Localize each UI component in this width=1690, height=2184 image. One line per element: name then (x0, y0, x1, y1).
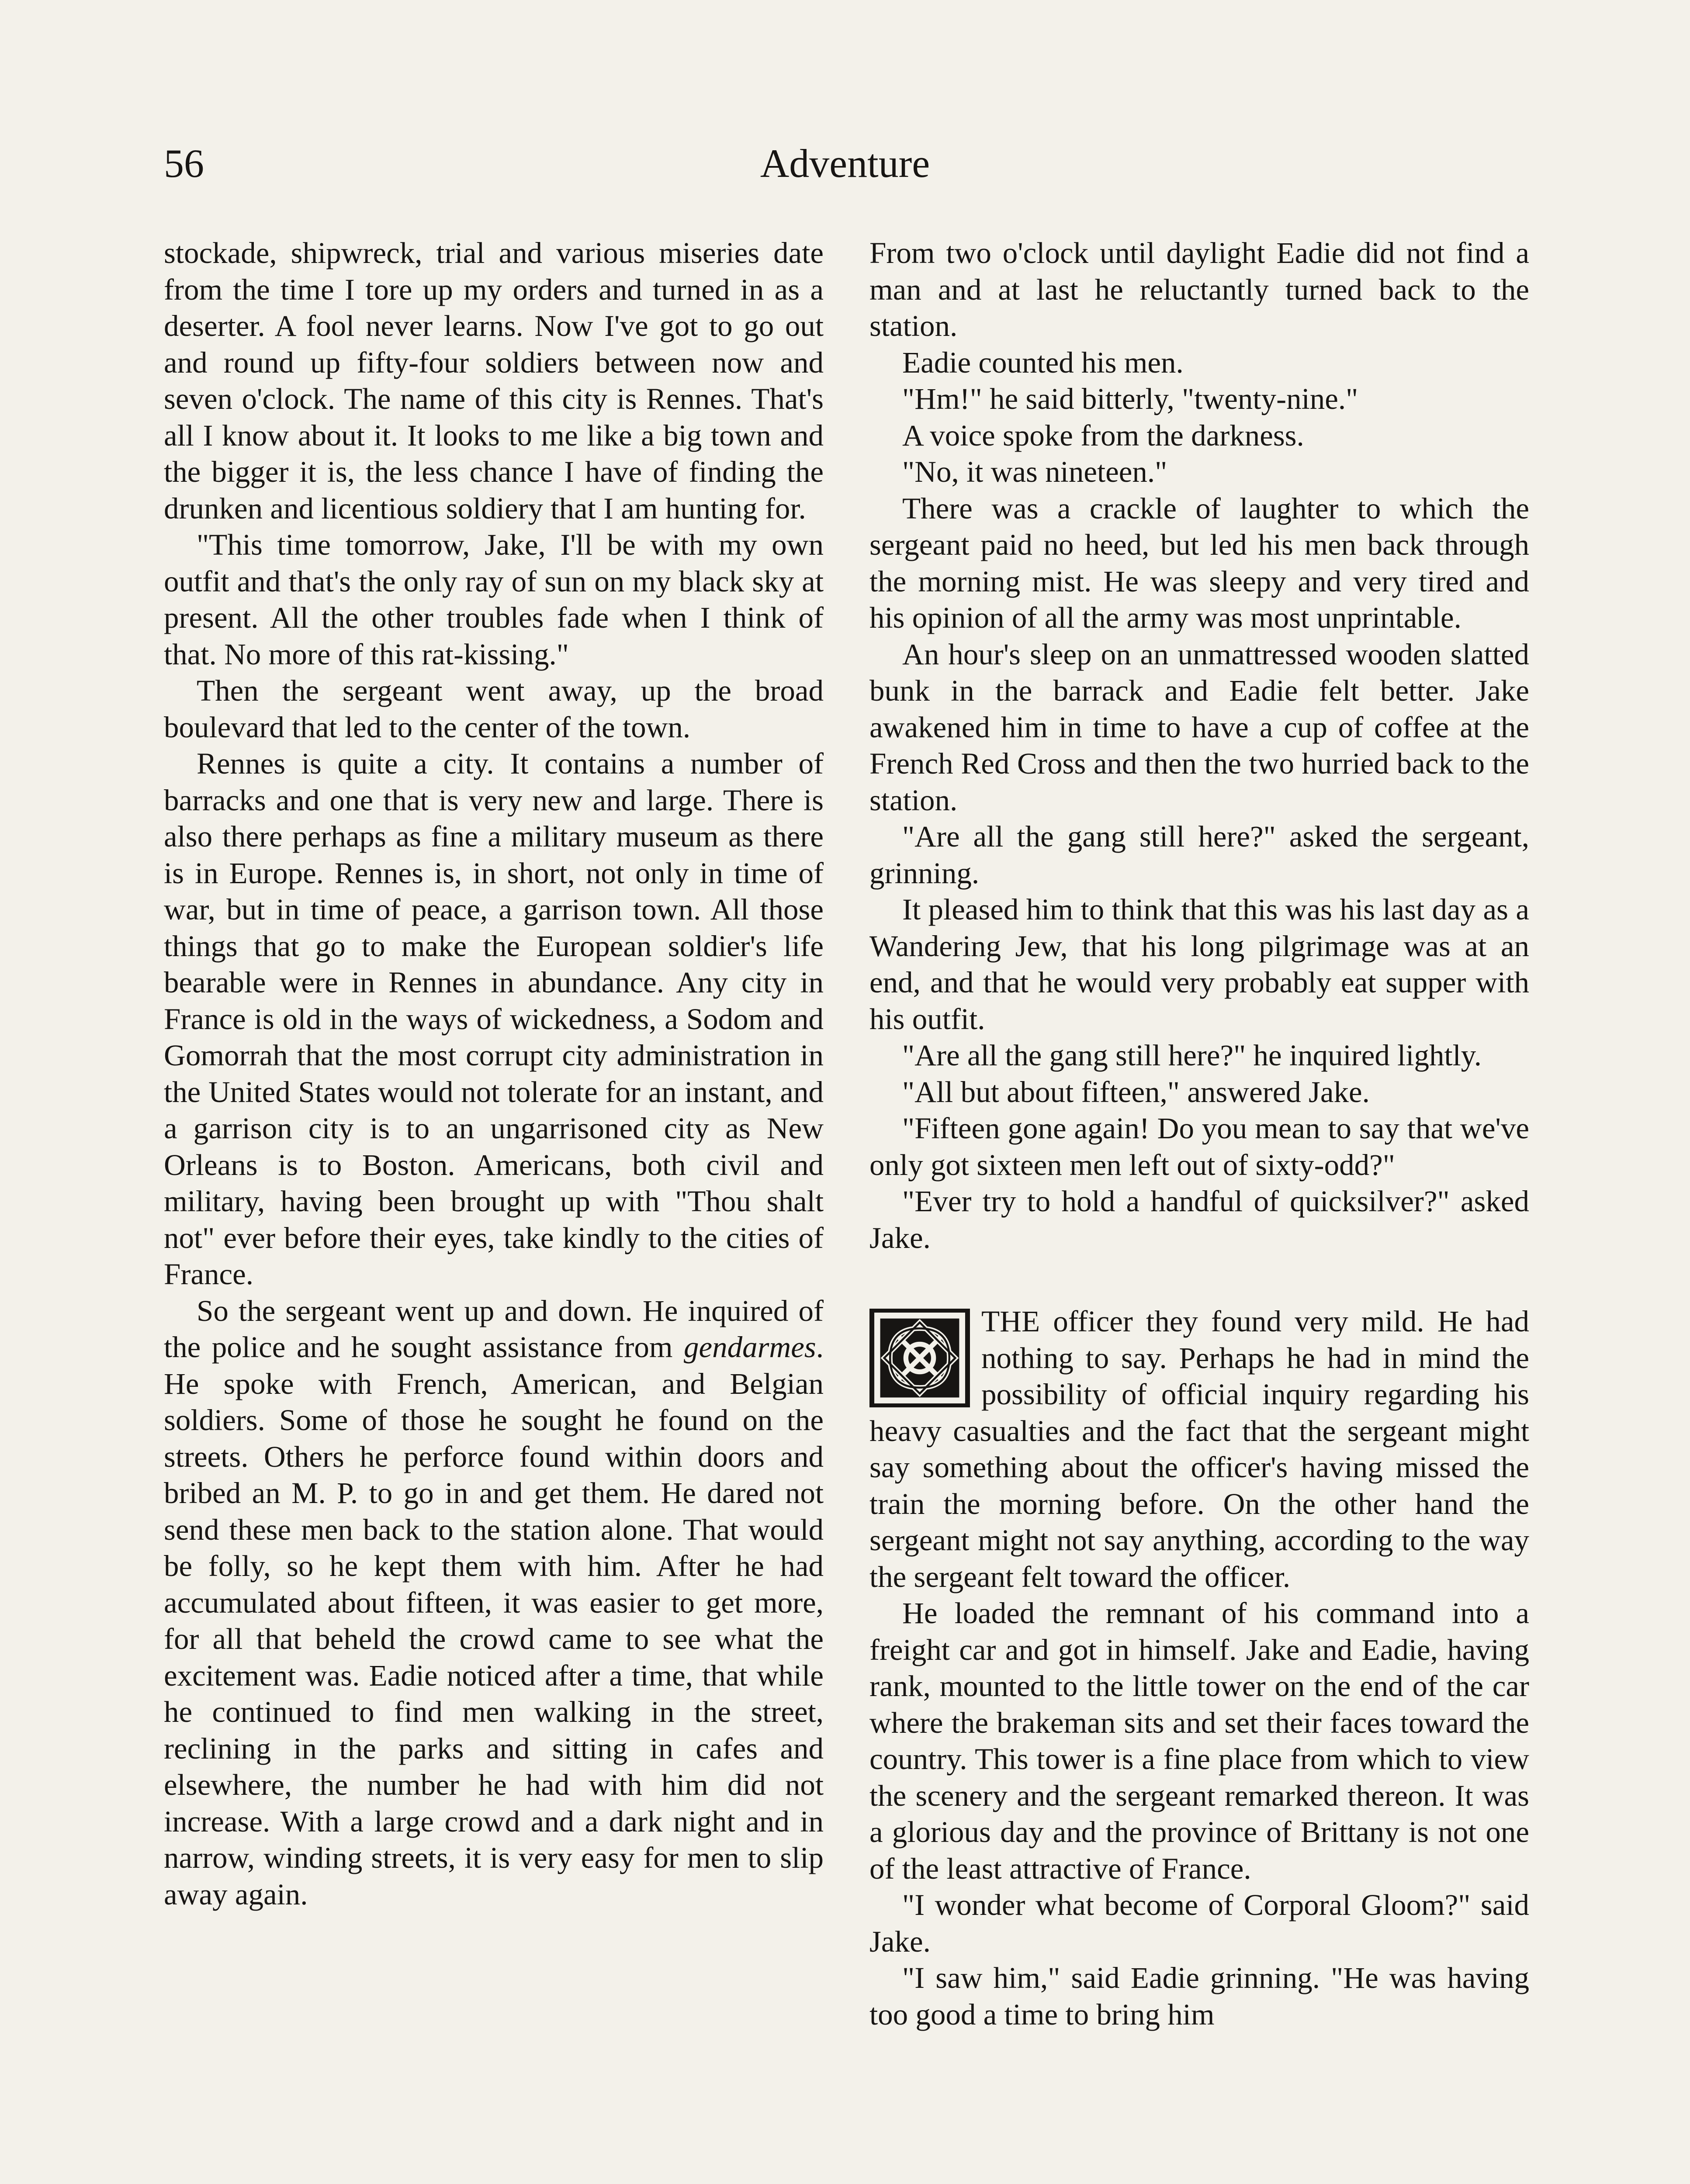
paragraph: "No, it was nineteen." (902, 455, 1167, 488)
paragraph: "All but about fifteen," answered Jake. (902, 1075, 1370, 1109)
italic-word: gendarmes (683, 1330, 816, 1364)
paragraph: "Hm!" he said bitterly, "twenty-nine." (902, 382, 1358, 415)
paragraph-text: . He spoke with French, American, and Belgian soldiers. Some of those he sought he found on the streets. Others he perforce found within doors and bribed an M. P. to go in and get them. He dared not send these men back to the station alone. That would be folly, so he kept them with him. After he had accumulated about fifteen, it was easier to get more, for all that beheld the crowd came to see what the excitement was. Eadie noticed after a time, that while he continued to find men walking in the street, reclining in the parks and sitting in cafes and elsewhere, the number he had with him did not increase. With a large crowd and a dark night and in narrow, winding streets, it is very easy for men to slip away again. (164, 1330, 824, 1911)
right-column (869, 235, 1529, 2033)
paragraph: An hour's sleep on an unmattressed wooden slatted bunk in the barrack and Eadie felt better. Jake awakened him in time to have a cup of coffee at the French Red Cross and then the two hurried back to the station. (869, 637, 1529, 817)
paragraph (164, 1293, 824, 1913)
paragraph: There was a crackle of laughter to which the sergeant paid no heed, but led his men back through the morning mist. He was sleepy and very tired and his opinion of all the army was most unprintable. (869, 491, 1529, 634)
paragraph: It pleased him to think that this was his last day as a Wandering Jew, that his long pilgrimage was at an end, and that he would very probably eat supper with his outfit. (869, 893, 1529, 1036)
paragraph: THE officer they found very mild. He had nothing to say. Perhaps he had in mind the possibility of official inquiry regarding his heavy casualties and the fact that the sergeant might say something about the officer's having missed the train the morning before. On the other hand the sergeant might not say anything, according to the way the sergeant felt toward the officer. (869, 1305, 1529, 1593)
paragraph: "Fifteen gone again! Do you mean to say that we've only got sixteen men left out of sixty-odd?" (869, 1112, 1529, 1182)
running-head-title: Adventure (760, 141, 930, 186)
paragraph-text: So the sergeant went up and down. He inquired of the police and he sought assistance from (164, 1294, 824, 1364)
paragraph: stockade, shipwreck, trial and various miseries date from the time I tore up my orders and turned in as a deserter. A fool never learns. Now I've got to go out and round up fifty-four soldiers between now and seven o'clock. The name of this city is Rennes. That's all I know about it. It looks to me like a big town and the bigger it is, the less chance I have of finding the drunken and licentious soldiery that I am hunting for. (164, 236, 824, 525)
paragraph: "This time tomorrow, Jake, I'll be with my own outfit and that's the only ray of sun on my black sky at present. All the other troubles fade when I think of that. No more of this rat-kissing." (164, 528, 824, 671)
paragraph: "Ever try to hold a handful of quicksilver?" asked Jake. (869, 1185, 1529, 1254)
paragraph: "Are all the gang still here?" asked the sergeant, grinning. (869, 820, 1529, 890)
paragraph: From two o'clock until daylight Eadie did not find a man and at last he reluctantly turned back to the station. (869, 236, 1529, 342)
paragraph: "I saw him," said Eadie grinning. "He was having too good a time to bring him (869, 1961, 1529, 2031)
left-column (164, 235, 824, 1913)
paragraph: Then the sergeant went away, up the broad boulevard that led to the center of the town. (164, 674, 824, 744)
paragraph: Eadie counted his men. (902, 346, 1184, 379)
paragraph: "I wonder what become of Corporal Gloom?" said Jake. (869, 1888, 1529, 1958)
paragraph: A voice spoke from the darkness. (902, 418, 1304, 452)
paragraph: Rennes is quite a city. It contains a number of barracks and one that is very new and large. There is also there perhaps as fine a military museum as there is in Europe. Rennes is, in short, not only in time of war, but in time of peace, a garrison town. All those things that go to make the European soldier's life bearable were in Rennes in abundance. Any city in France is old in the ways of wickedness, a Sodom and Gomorrah that the most corrupt city administration in the United States would not tolerate for an instant, and a garrison city is to an ungarrisoned city as New Orleans is to Boston. Americans, both civil and military, having been brought up with "Thou shalt not" ever before their eyes, take kindly to the cities of France. (164, 747, 824, 1291)
celtic-knot-ornament-icon (869, 1309, 970, 1407)
section-break (869, 1303, 1529, 1595)
paragraph: He loaded the remnant of his command into a freight car and got in himself. Jake and Eadie, having rank, mounted to the little tower on the end of the car where the brakeman sits and set their faces toward the country. This tower is a fine place from which to view the scenery and the sergeant remarked thereon. It was a glorious day and the province of Brittany is not one of the least attractive of France. (869, 1597, 1529, 1885)
page-number: 56 (164, 141, 204, 186)
paragraph: "Are all the gang still here?" he inquired lightly. (902, 1039, 1482, 1072)
